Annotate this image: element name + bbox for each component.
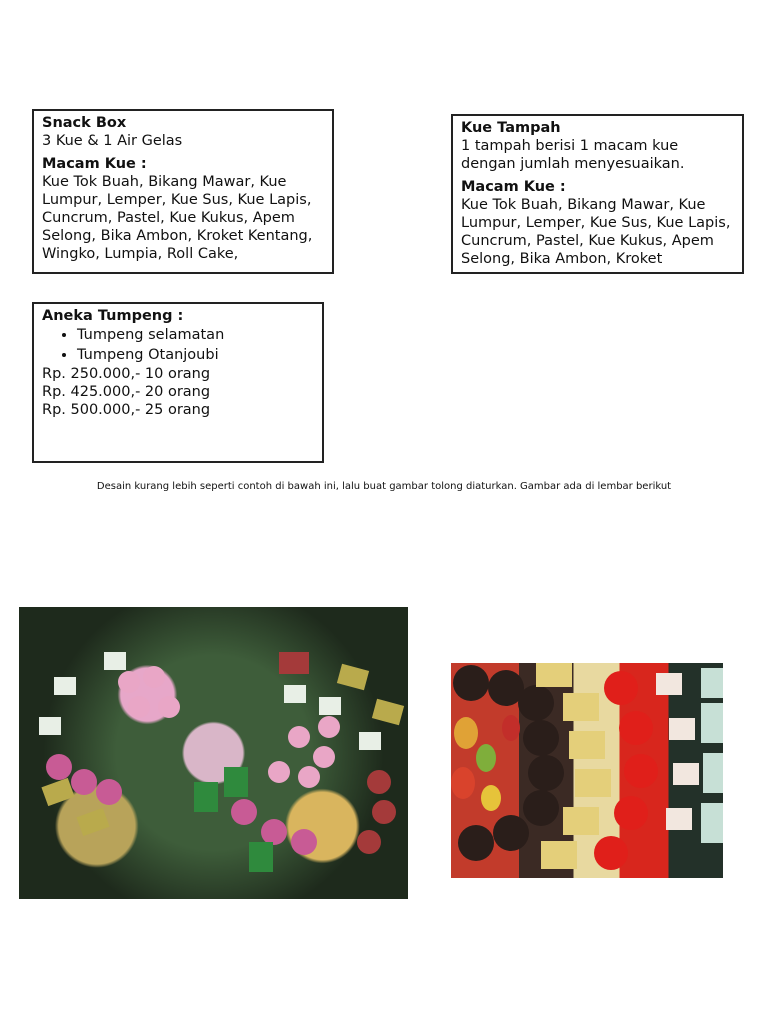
aneka-tumpeng-panel <box>32 302 324 463</box>
kue-closeup-photo <box>451 663 723 878</box>
price-line: Rp. 425.000,- 20 orang <box>42 384 211 400</box>
kue-closeup-illustration <box>451 663 723 878</box>
list-item: • Tumpeng Otanjoubi <box>77 345 314 365</box>
snack-tray-photo <box>19 607 408 899</box>
tumpeng-list <box>42 325 314 365</box>
kue-tampah-panel <box>451 114 744 274</box>
snack-box-description: 3 Kue & 1 Air Gelas <box>42 133 183 149</box>
snack-box-macam-label: Macam Kue : <box>42 156 147 172</box>
aneka-tumpeng-title: Aneka Tumpeng : <box>42 308 184 324</box>
snack-tray-illustration <box>19 607 408 899</box>
price-line: Rp. 250.000,- 10 orang <box>42 366 211 382</box>
kue-tampah-macam-list: Kue Tok Buah, Bikang Mawar, Kue Lumpur, Lemper, Kue Sus, Kue Lapis, Cuncrum, Pastel, Kue Kukus, Apem Selong, Bika Ambon, Kroket <box>461 197 731 267</box>
kue-tampah-title: Kue Tampah <box>461 120 561 136</box>
kue-tampah-macam-label: Macam Kue : <box>461 179 566 195</box>
kue-tampah-description: 1 tampah berisi 1 macam kue dengan jumlah menyesuaikan. <box>461 138 685 172</box>
snack-box-title: Snack Box <box>42 115 127 131</box>
price-line: Rp. 500.000,- 25 orang <box>42 402 211 418</box>
snack-box-macam-list: Kue Tok Buah, Bikang Mawar, Kue Lumpur, Lemper, Kue Sus, Kue Lapis, Cuncrum, Pastel, Kue Kukus, Apem Selong, Bika Ambon, Kroket Kentang, Wingko, Lumpia, Roll Cake, <box>42 174 313 262</box>
design-note: Desain kurang lebih seperti contoh di bawah ini, lalu buat gambar tolong diaturkan. Gambar ada di lembar berikut <box>96 481 672 492</box>
list-item: • Tumpeng selamatan <box>77 325 314 345</box>
snack-box-panel <box>32 109 334 274</box>
